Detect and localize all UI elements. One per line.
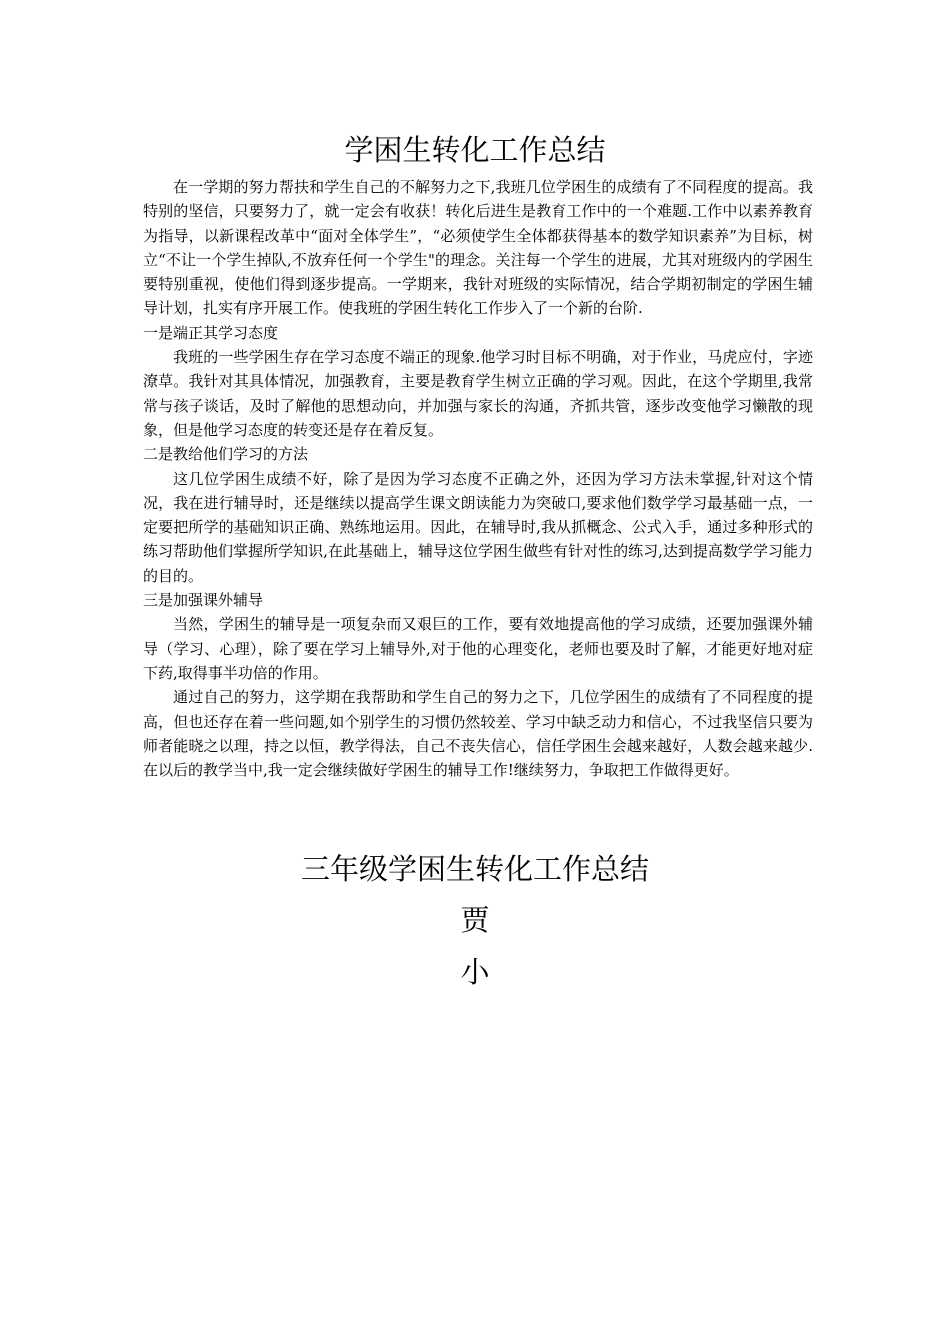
document-body (143, 175, 813, 782)
paragraph-section-2: 这几位学困生成绩不好，除了是因为学习态度不正确之外，还因为学习方法未掌握,针对这个情况，我在进行辅导时，还是继续以提高学生课文朗读能力为突破口,要求他们数学学习最基础一点，一定要把所学的基础知识正确、熟练地运用。因此，在辅导时,我从抓概念、公式入手，通过多种形式的练习帮助他们掌握所学知识,在此基础上，辅导这位学困生做些有针对性的练习,达到提高数学学习能力的目的。 (143, 469, 813, 585)
paragraph-conclusion: 通过自己的努力，这学期在我帮助和学生自己的努力之下，几位学困生的成绩有了不同程度的提高，但也还存在着一些问题,如个别学生的习惯仍然较差、学习中缺乏动力和信心，不过我坚信只要为师者能晓之以理，持之以恒，教学得法，自己不丧失信心，信任学困生会越来越好，人数会越来越少.在以后的教学当中,我一定会继续做好学困生的辅导工作!继续努力，争取把工作做得更好。 (143, 688, 813, 780)
section-heading-2: 二是教给他们学习的方法 (143, 445, 309, 464)
paragraph-intro: 在一学期的努力帮扶和学生自己的不解努力之下,我班几位学困生的成绩有了不同程度的提高。我特别的坚信，只要努力了，就一定会有收获！转化后进生是教育工作中的一个难题.工作中以素养教育为指导，以新课程改革中“面对全体学生”，“必须使学生全体都获得基本的数学知识素养”为目标，树立“不让一个学生掉队,不放弃任何一个学生"的理念。关注每一个学生的进展，尤其对班级内的学困生要特别重视，使他们得到逐步提高。一学期来，我针对班级的实际情况，结合学期初制定的学困生辅导计划，扎实有序开展工作。使我班的学困生转化工作步入了一个新的台阶. (143, 178, 813, 318)
author-name-char-2: 小 (460, 955, 490, 989)
second-document-title: 三年级学困生转化工作总结 (300, 852, 649, 886)
paragraph-section-3: 当然，学困生的辅导是一项复杂而又艰巨的工作，要有效地提高他的学习成绩，还要加强课外辅导（学习、心理），除了要在学习上辅导外,对于他的心理变化，老师也要及时了解，才能更好地对症下药,取得事半功倍的作用。 (143, 615, 813, 682)
author-name-char-1: 贾 (460, 903, 490, 937)
paragraph-section-1: 我班的一些学困生存在学习态度不端正的现象.他学习时目标不明确，对于作业，马虎应付，字迹潦草。我针对其具体情况，加强教育，主要是教育学生树立正确的学习观。因此，在这个学期里,我常常与孩子谈话，及时了解他的思想动向，并加强与家长的沟通，齐抓共管，逐步改变他学习懒散的现象，但是他学习态度的转变还是存在着反复。 (143, 348, 813, 439)
document-title: 学困生转化工作总结 (344, 133, 606, 167)
section-heading-3: 三是加强课外辅导 (143, 591, 264, 610)
section-heading-1: 一是端正其学习态度 (143, 323, 279, 342)
